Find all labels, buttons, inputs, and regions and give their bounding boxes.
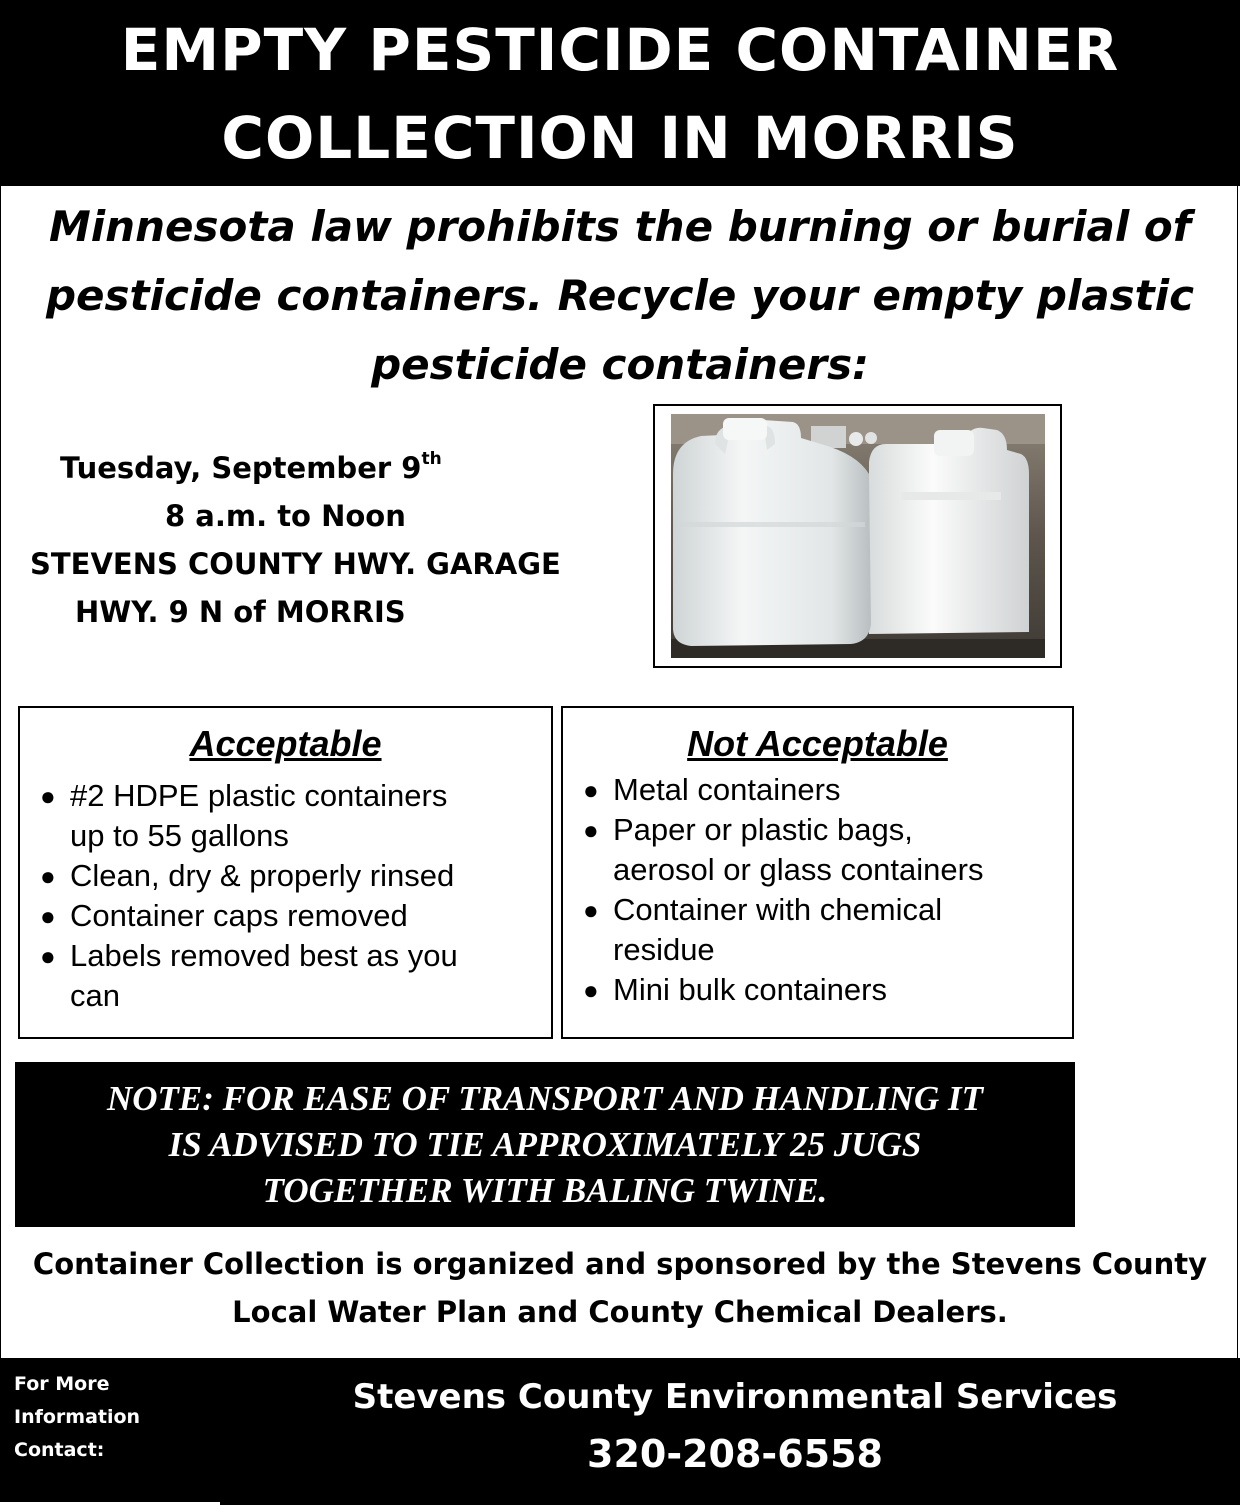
list-item: ● Mini bulk containers (583, 970, 1072, 1010)
list-item: ● Labels removed best as you can (40, 938, 458, 1013)
contact-label (14, 1368, 194, 1467)
contact-label-line-3: Contact: (14, 1439, 105, 1461)
transport-note (15, 1062, 1075, 1227)
list-item: ● #2 HDPE plastic containers up to 55 gallons (40, 778, 448, 853)
not-acceptable-heading: Not Acceptable (687, 723, 948, 764)
law-notice-line-2: pesticide containers. Recycle your empty plastic (45, 271, 1195, 320)
contact-footer (0, 1358, 1240, 1505)
note-line-2: IS ADVISED TO TIE APPROXIMATELY 25 JUGS (168, 1125, 922, 1164)
event-date: Tuesday, September 9th (60, 449, 442, 485)
bullet-icon: ● (583, 775, 599, 805)
bullet-icon: ● (40, 781, 56, 811)
list-item: ● Container caps removed (40, 896, 551, 936)
title-banner (0, 0, 1240, 186)
law-notice-line-1: Minnesota law prohibits the burning or burial of (48, 202, 1192, 251)
not-acceptable-box (561, 706, 1074, 1039)
photo-frame (653, 404, 1062, 668)
organization-name: Stevens County Environmental Services (352, 1377, 1118, 1417)
contact-label-line-2: Information (14, 1406, 141, 1428)
bullet-icon: ● (40, 901, 56, 931)
bullet-icon: ● (583, 895, 599, 925)
event-details (20, 444, 640, 636)
acceptable-heading: Acceptable (189, 723, 382, 764)
acceptable-list (20, 776, 551, 1016)
contact-label-line-1: For More (14, 1373, 110, 1395)
list-item: ● Clean, dry & properly rinsed (40, 856, 551, 896)
bullet-icon: ● (583, 975, 599, 1005)
list-item: ● Metal containers (583, 770, 1072, 810)
bullet-icon: ● (583, 815, 599, 845)
plastic-jugs-photo (671, 414, 1045, 658)
law-notice-line-3: pesticide containers: (371, 340, 869, 389)
bullet-icon: ● (40, 861, 56, 891)
note-line-3: TOGETHER WITH BALING TWINE. (262, 1171, 828, 1210)
note-line-1: NOTE: FOR EASE OF TRANSPORT AND HANDLING IT (106, 1079, 984, 1118)
acceptable-box (18, 706, 553, 1039)
sponsor-statement (10, 1240, 1230, 1336)
event-time: 8 a.m. to Noon (165, 499, 406, 533)
sponsor-line-1: Container Collection is organized and sponsored by the Stevens County (32, 1247, 1208, 1281)
sponsor-line-2: Local Water Plan and County Chemical Dealers. (232, 1295, 1008, 1329)
event-directions: HWY. 9 N of MORRIS (75, 595, 406, 629)
title-line-1: EMPTY PESTICIDE CONTAINER (120, 16, 1120, 84)
law-notice (20, 192, 1220, 399)
phone-number: 320-208-6558 (587, 1432, 883, 1476)
title-line-2: COLLECTION IN MORRIS (221, 104, 1019, 172)
date-ordinal-suffix: th (421, 449, 442, 469)
list-item: ● Paper or plastic bags, aerosol or glass containers (583, 812, 984, 887)
event-location: STEVENS COUNTY HWY. GARAGE (30, 547, 561, 581)
list-item: ● Container with chemical residue (583, 892, 943, 967)
bullet-icon: ● (40, 941, 56, 971)
not-acceptable-list (563, 770, 1072, 1010)
